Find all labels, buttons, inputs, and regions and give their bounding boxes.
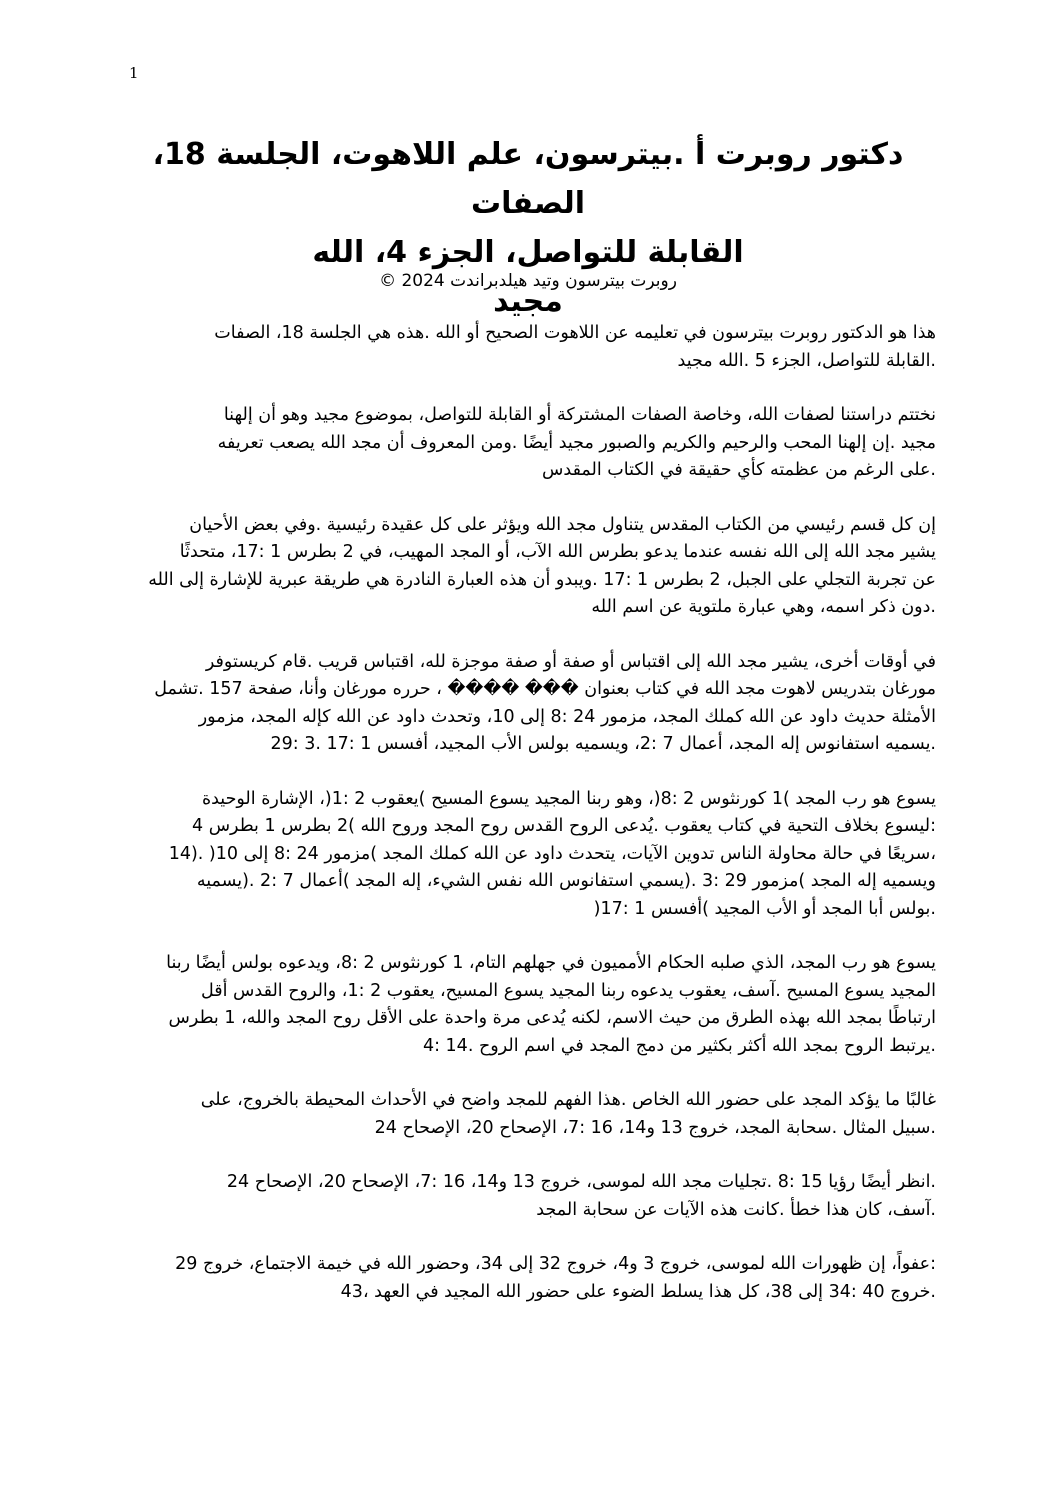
text-line: في أوقات أخرى، يشير مجد الله إلى اقتباس أو صفة أو صفة موجزة لله، اقتباس قريب .قام كريستوفر xyxy=(205,651,936,672)
body-text xyxy=(118,320,936,1333)
page-number: 1 xyxy=(129,64,139,82)
text-line: ويسميه إله المجد )مزمور 29 :3 .(يسمي استفانوس الله نفس الشيء، إله المجد )أعمال 7 :2 .(يسميه xyxy=(196,871,936,891)
text-line: .انظر أيضًا رؤيا 15 :8 .تجليات مجد الله لموسى، خروج 13 و14، 16 :7، الإصحاح 20، الإصحاح 24 xyxy=(226,1172,936,1192)
paragraph-6 xyxy=(118,950,936,1060)
text-line: .دون ذكر اسمه، وهي عبارة ملتوية عن اسم الله xyxy=(591,597,936,617)
text-line: .يرتبط الروح بمجد الله أكثر بكثير من دمج المجد في اسم الروح .14 :4 xyxy=(422,1035,936,1056)
text-line: :ليسوع بخلاف التحية في كتاب يعقوب .يُدعى الروح القدس روح المجد وروح الله )2 بطرس 1 بطرس 4 xyxy=(191,816,936,836)
text-line: يشير مجد الله إلى الله نفسه عندما يدعو بطرس الله الآب، أو المجد المهيب، في 2 بطرس 1 :17، متحدثًا xyxy=(179,542,936,562)
text-line: .على الرغم من عظمته كأي حقيقة في الكتاب المقدس xyxy=(542,460,936,480)
text-line: نختتم دراستنا لصفات الله، وخاصة الصفات المشتركة أو القابلة للتواصل، بموضوع مجيد وهو أن إلهنا xyxy=(223,405,936,425)
text-line: إن كل قسم رئيسي من الكتاب المقدس يتناول مجد الله ويؤثر على كل عقيدة رئيسية .وفي بعض الأحيان xyxy=(189,514,936,535)
text-line: يسوع هو رب المجد، الذي صلبه الحكام الأمميون في جهلهم التام، 1 كورنثوس 2 :8، ويدعوه بولس أيضًا ربنا xyxy=(166,953,936,973)
paragraph-4 xyxy=(118,649,936,759)
text-line: .بولس أبا المجد أو الأب المجيد )أفسس 1 :17( xyxy=(593,898,936,919)
text-line: الأمثلة حديث داود عن الله كملك المجد، مزمور 24 :8 إلى 10، وتحدث داود عن الله كإله المجد، مزمور xyxy=(198,706,936,727)
text-line: .القابلة للتواصل، الجزء 5 .الله مجيد xyxy=(677,350,936,371)
paragraph-1 xyxy=(118,320,936,375)
copyright-notice: روبرت بيترسون وتيد هيلدبراندت 2024 © xyxy=(379,271,677,291)
paragraph-5 xyxy=(118,786,936,924)
text-line: عن تجربة التجلي على الجبل، 2 بطرس 1 :17 .ويبدو أن هذه العبارة النادرة هي طريقة عبرية للإشارة إلى الله xyxy=(148,569,936,590)
text-line: .آسف، كان هذا خطأ .كانت هذه الآيات عن سحابة المجد xyxy=(536,1199,936,1220)
paragraph-8 xyxy=(118,1169,936,1224)
text-line: مجيد .إن إلهنا المحب والرحيم والكريم والصبور مجيد أيضًا .ومن المعروف أن مجد الله يصعب تعريفه xyxy=(217,432,936,453)
text-line: .سبيل المثال .سحابة المجد، خروج 13 و14، 16 :7، الإصحاح 20، الإصحاح 24 xyxy=(374,1117,936,1138)
text-line: .يسميه استفانوس إله المجد، أعمال 7 :2، ويسميه بولس الأب المجيد، أفسس 1 :17 .3 :29 xyxy=(270,734,936,754)
text-line: يسوع هو رب المجد )1 كورنثوس 2 :8(، وهو ربنا المجيد يسوع المسيح )يعقوب 2 :1(، الإشارة الوحيدة xyxy=(201,788,936,809)
text-line: هذا هو الدكتور روبرت بيترسون في تعليمه عن اللاهوت الصحيح أو الله .هذه هي الجلسة 18، الصفات xyxy=(214,323,936,343)
text-line: :عفواً، إن ظهورات الله لموسى، خروج 3 و4، خروج 32 إلى 34، وحضور الله في خيمة الاجتماع، خروج 29 xyxy=(175,1254,936,1274)
text-line: ،سريعًا في حالة محاولة الناس تدوين الآيات، يتحدث داود عن الله كملك المجد )مزمور 24 :8 إلى 10( .(14 xyxy=(168,843,936,864)
paragraph-9 xyxy=(118,1251,936,1306)
paragraph-3 xyxy=(118,512,936,622)
paragraph-7 xyxy=(118,1087,936,1142)
title-line: مجيد xyxy=(493,284,563,319)
text-line: .خروج 40 :34 إلى 38، كل هذا يسلط الضوء على حضور الله المجيد في العهد ،43 xyxy=(340,1281,936,1302)
paragraph-2 xyxy=(118,402,936,485)
title-line: القابلة للتواصل، الجزء 4، الله xyxy=(312,235,744,270)
title-line: دكتور روبرت أ .بيترسون، علم اللاهوت، الجلسة 18، الصفات xyxy=(152,137,904,221)
text-line: المجيد يسوع المسيح .آسف، يعقوب يدعوه ربنا المجيد يسوع المسيح، يعقوب 2 :1، والروح القدس أقل xyxy=(201,980,936,1001)
document-title xyxy=(120,130,936,326)
text-line: مورغان بتدريس لاهوت مجد الله في كتاب بعنوان ��� ���� ، حرره مورغان وأنا، صفحة 157 .تشمل xyxy=(154,679,936,699)
text-line: غالبًا ما يؤكد المجد على حضور الله الخاص .هذا الفهم للمجد واضح في الأحداث المحيطة بالخروج، على xyxy=(200,1090,936,1110)
text-line: ارتباطًا بمجد الله بهذه الطرق من حيث الاسم، لكنه يُدعى مرة واحدة على الأقل روح المجد والله، 1 بطرس xyxy=(168,1008,936,1028)
